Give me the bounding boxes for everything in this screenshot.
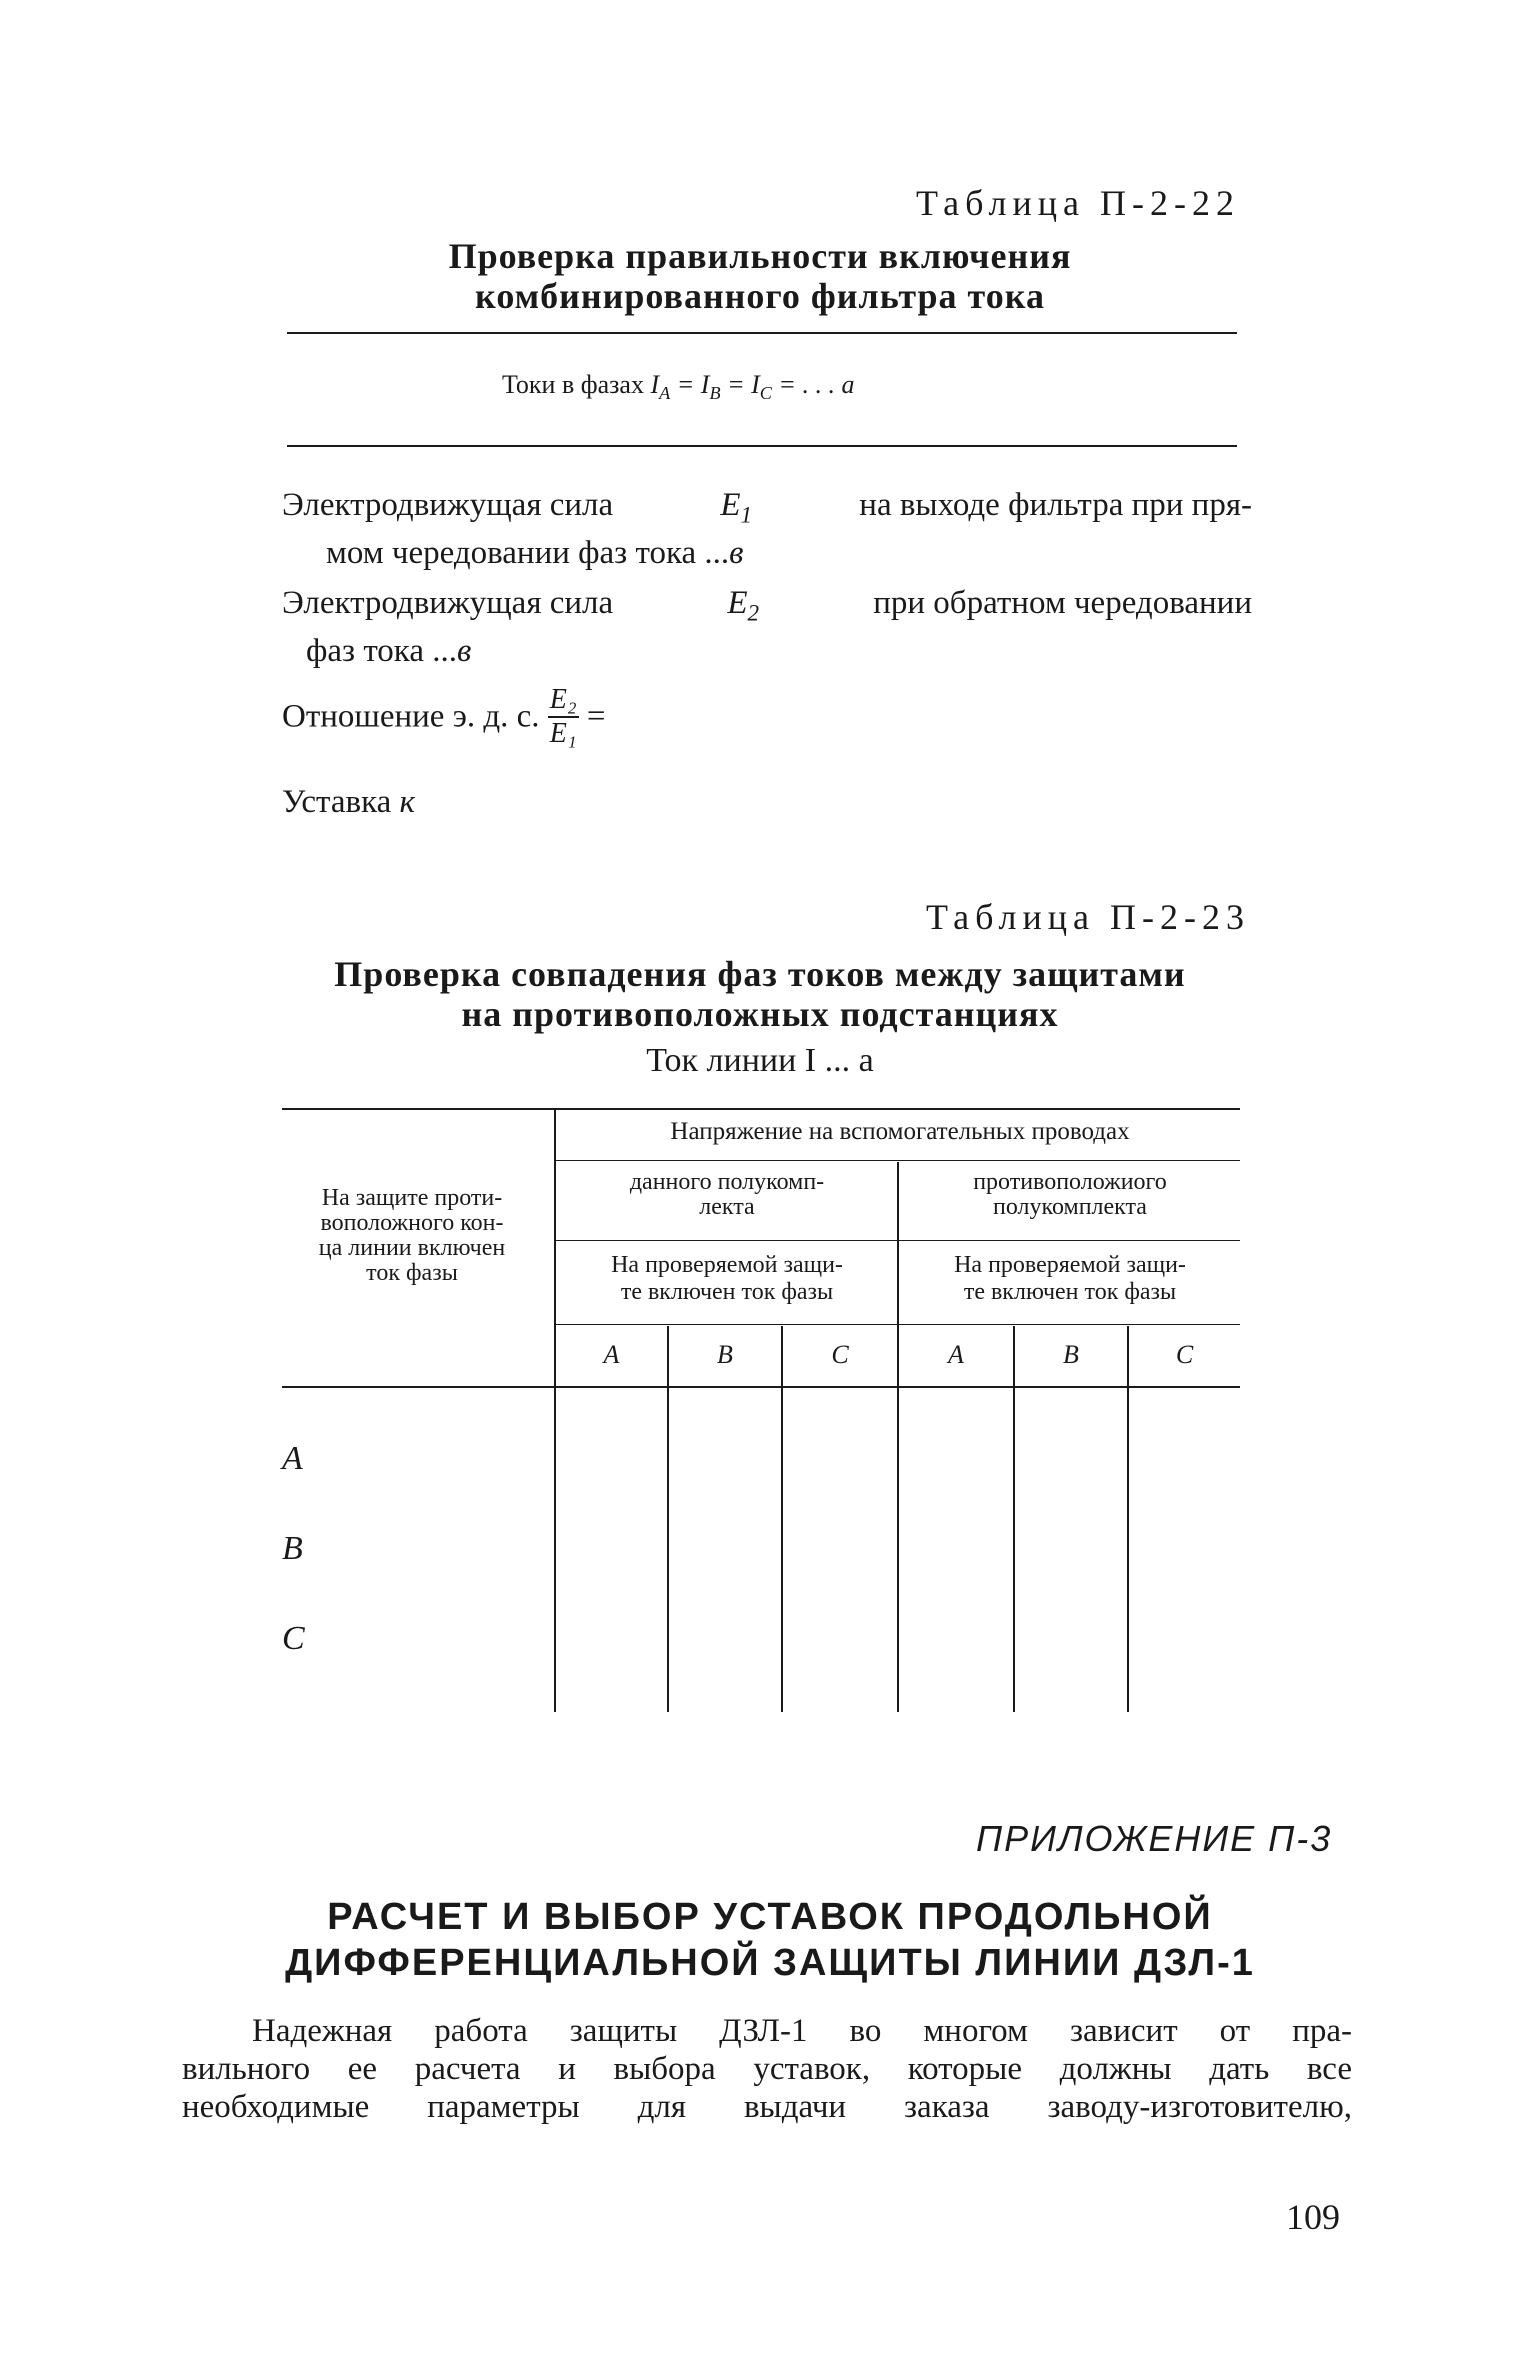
para-line3: необходимые параметры для выдачи заказа заводу-изготовителю, (182, 2089, 1352, 2125)
table2-vline-mid (897, 1162, 899, 1712)
table2-top-rule (282, 1108, 1240, 1110)
phase-col-1: A (603, 1340, 620, 1369)
ratio-fraction: $\frac{\text{E₂}}{\text{E₁}}$ (549, 684, 577, 749)
table2-label: Таблица П-2-23 (926, 897, 1250, 937)
table2-title-line1: Проверка совпадения фаз токов между защитами (334, 954, 1186, 994)
table2-vline-b2c2 (1127, 1326, 1129, 1712)
table2-header-bottom-rule (282, 1386, 1240, 1388)
row-label-a: A (282, 1440, 303, 1477)
header-top: Напряжение на вспомогательных проводах (670, 1118, 1130, 1145)
table2-title (250, 954, 1270, 1034)
table2-current-line: Ток линии I ... а (646, 1042, 874, 1079)
phase-col-4: A (948, 1340, 964, 1369)
table2-vline-b1c1 (781, 1326, 783, 1712)
table2-vline-left (554, 1110, 556, 1712)
emf1-text: Электродвижущая сила $E_1$ на выходе фильтра при пря- мом чередовании фаз тока ...в (282, 487, 1252, 571)
phase-col-3: C (831, 1340, 849, 1369)
row-label-b: B (282, 1530, 303, 1567)
table1-top-rule (287, 332, 1237, 334)
table2-vline-a2b2 (1013, 1326, 1015, 1712)
header-left: На защите проти- воположного кон- ца линии включен ток фазы (318, 1185, 506, 1286)
ratio-line: Отношение э. д. с. $\frac{\text{E₂}}{\text{E₁}}$ = (282, 684, 606, 749)
phase-col-5: B (1063, 1340, 1079, 1369)
appendix-label: ПРИЛОЖЕНИЕ П-3 (976, 1818, 1333, 1859)
appendix-heading-line2: ДИФФЕРЕНЦИАЛЬНОЙ ЗАЩИТЫ ЛИНИИ ДЗЛ-1 (285, 1942, 1255, 1984)
phase-col-6: C (1175, 1340, 1194, 1369)
table1-title-line1: Проверка правильности включения (448, 236, 1072, 276)
table1-label: Таблица П-2-22 (916, 183, 1240, 223)
table1-mid-rule (287, 445, 1237, 447)
table1-title (380, 236, 1140, 316)
table1-currents-line (502, 370, 854, 404)
appendix-paragraph (182, 2012, 1352, 2126)
emf2-text: Электродвижущая сила $E_2$ при обратном чередовании фаз тока ...в (282, 585, 1252, 669)
table2-vline-a1b1 (667, 1326, 669, 1712)
header-sub2: На проверяемой защи- те включен ток фазы (954, 1252, 1186, 1305)
para-line2: вильного ее расчета и выбора уставок, которые должны дать все (182, 2051, 1352, 2087)
header-group1: данного полукомп- лекта (629, 1169, 825, 1220)
table2-title-line2: на противоположных подстанциях (461, 994, 1059, 1034)
setting-line: Уставка к (282, 784, 415, 820)
header-sub1: На проверяемой защи- те включен ток фазы (611, 1252, 843, 1305)
currents-formula: $I_A = I_B = I_C$ = . . . а (650, 370, 855, 404)
header-group2: противоположиого полукомплекта (973, 1169, 1167, 1220)
currents-prefix: Токи в фазах (502, 370, 644, 399)
table2-header-rule1 (556, 1160, 1240, 1161)
page-number: 109 (1286, 2197, 1340, 2237)
table1-title-line2: комбинированного фильтра тока (475, 276, 1045, 316)
appendix-heading-line1: РАСЧЕТ И ВЫБОР УСТАВОК ПРОДОЛЬНОЙ (327, 1896, 1213, 1938)
row-label-c: C (282, 1620, 305, 1657)
phase-col-2: B (717, 1340, 733, 1369)
appendix-heading (250, 1894, 1290, 1986)
para-line1: Надежная работа защиты ДЗЛ-1 во многом зависит от пра- (252, 2013, 1352, 2049)
